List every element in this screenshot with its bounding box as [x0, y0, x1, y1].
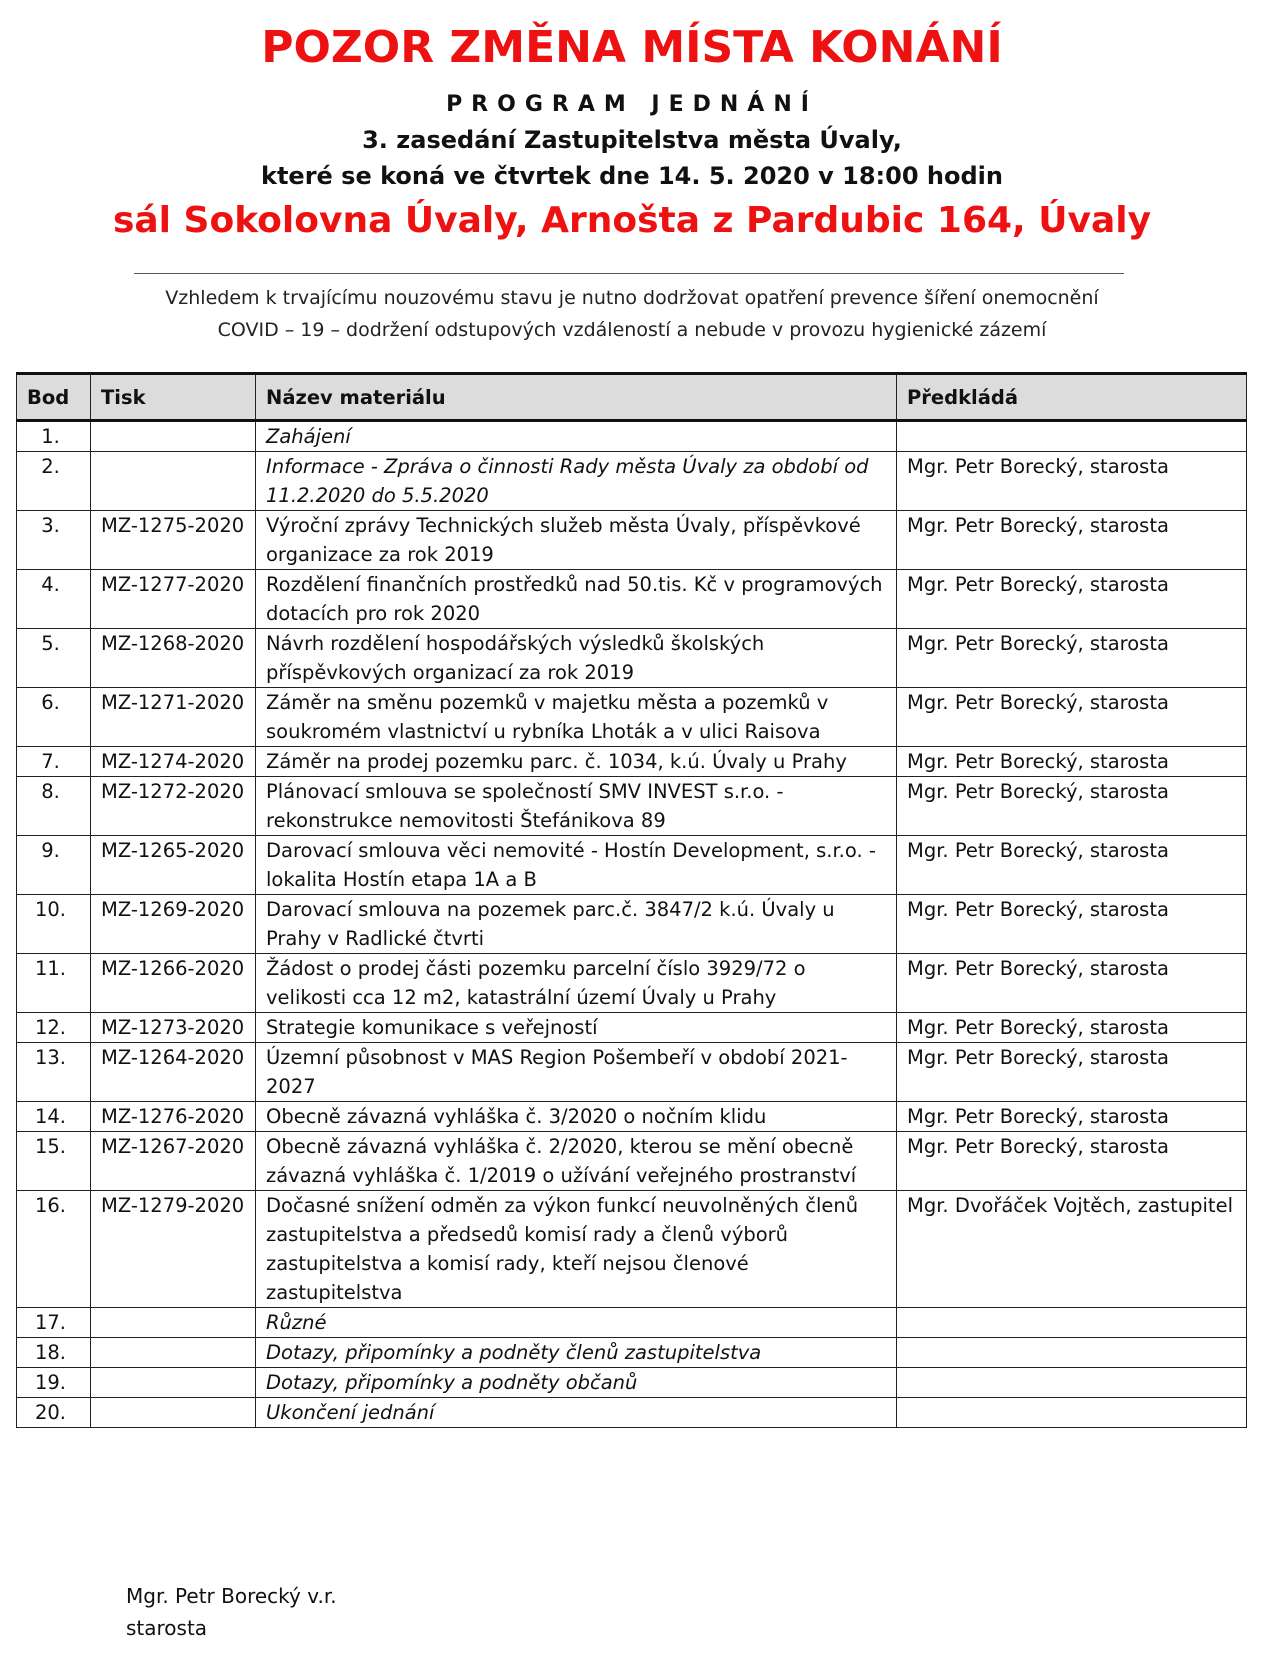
table-row	[17, 452, 1247, 511]
agenda-item-number: 5.	[17, 629, 91, 688]
column-header-nazev: Název materiálu	[256, 374, 897, 421]
table-row	[17, 747, 1247, 777]
agenda-item-number: 3.	[17, 511, 91, 570]
agenda-print-code	[91, 452, 256, 511]
agenda-presenter: Mgr. Petr Borecký, starosta	[897, 954, 1247, 1013]
agenda-print-code: MZ-1276-2020	[91, 1102, 256, 1132]
agenda-body	[17, 421, 1247, 1428]
agenda-material-title: Dotazy, připomínky a podněty občanů	[256, 1368, 897, 1398]
table-row	[17, 777, 1247, 836]
agenda-item-number: 15.	[17, 1132, 91, 1191]
column-header-bod: Bod	[17, 374, 91, 421]
agenda-presenter: Mgr. Petr Borecký, starosta	[897, 570, 1247, 629]
agenda-material-title: Dotazy, připomínky a podněty členů zastupitelstva	[256, 1338, 897, 1368]
table-row	[17, 1368, 1247, 1398]
agenda-print-code: MZ-1275-2020	[91, 511, 256, 570]
agenda-print-code	[91, 1338, 256, 1368]
change-of-venue-warning: POZOR ZMĚNA MÍSTA KONÁNÍ	[261, 22, 1003, 73]
agenda-item-number: 16.	[17, 1191, 91, 1308]
agenda-material-title: Informace - Zpráva o činnosti Rady města Úvaly za období od 11.2.2020 do 5.5.2020	[256, 452, 897, 511]
agenda-presenter	[897, 1368, 1247, 1398]
agenda-item-number: 9.	[17, 836, 91, 895]
agenda-print-code: MZ-1268-2020	[91, 629, 256, 688]
meeting-venue: sál Sokolovna Úvaly, Arnošta z Pardubic 164, Úvaly	[112, 200, 1152, 241]
agenda-presenter	[897, 1308, 1247, 1338]
agenda-print-code	[91, 1368, 256, 1398]
agenda-material-title: Zahájení	[256, 421, 897, 452]
agenda-material-title: Obecně závazná vyhláška č. 2/2020, kterou se mění obecně závazná vyhláška č. 1/2019 o užívání veřejného prostranství	[256, 1132, 897, 1191]
agenda-material-title: Návrh rozdělení hospodářských výsledků školských příspěvkových organizací za rok 2019	[256, 629, 897, 688]
agenda-material-title: Darovací smlouva na pozemek parc.č. 3847/2 k.ú. Úvaly u Prahy v Radlické čtvrti	[256, 895, 897, 954]
agenda-presenter: Mgr. Petr Borecký, starosta	[897, 1013, 1247, 1043]
table-row	[17, 1308, 1247, 1338]
agenda-item-number: 19.	[17, 1368, 91, 1398]
agenda-presenter: Mgr. Dvořáček Vojtěch, zastupitel	[897, 1191, 1247, 1308]
agenda-print-code: MZ-1264-2020	[91, 1043, 256, 1102]
agenda-presenter: Mgr. Petr Borecký, starosta	[897, 688, 1247, 747]
agenda-presenter: Mgr. Petr Borecký, starosta	[897, 452, 1247, 511]
table-row	[17, 511, 1247, 570]
agenda-print-code: MZ-1274-2020	[91, 747, 256, 777]
agenda-item-number: 12.	[17, 1013, 91, 1043]
agenda-presenter: Mgr. Petr Borecký, starosta	[897, 629, 1247, 688]
table-row	[17, 629, 1247, 688]
agenda-item-number: 20.	[17, 1398, 91, 1428]
signature-name: Mgr. Petr Borecký v.r.	[126, 1584, 337, 1608]
agenda-item-number: 6.	[17, 688, 91, 747]
agenda-material-title: Darovací smlouva věci nemovité - Hostín Development, s.r.o. - lokalita Hostín etapa 1A a B	[256, 836, 897, 895]
agenda-print-code: MZ-1272-2020	[91, 777, 256, 836]
agenda-material-title: Žádost o prodej části pozemku parcelní číslo 3929/72 o velikosti cca 12 m2, katastrální území Úvaly u Prahy	[256, 954, 897, 1013]
table-row	[17, 1338, 1247, 1368]
agenda-print-code: MZ-1271-2020	[91, 688, 256, 747]
agenda-header-row	[17, 374, 1247, 421]
agenda-presenter: Mgr. Petr Borecký, starosta	[897, 1132, 1247, 1191]
agenda-material-title: Územní působnost v MAS Region Pošembeří v období 2021-2027	[256, 1043, 897, 1102]
agenda-print-code	[91, 1308, 256, 1338]
table-row	[17, 1398, 1247, 1428]
agenda-print-code: MZ-1269-2020	[91, 895, 256, 954]
agenda-material-title: Plánovací smlouva se společností SMV INVEST s.r.o. - rekonstrukce nemovitosti Štefánikova 89	[256, 777, 897, 836]
agenda-item-number: 18.	[17, 1338, 91, 1368]
agenda-item-number: 14.	[17, 1102, 91, 1132]
agenda-material-title: Různé	[256, 1308, 897, 1338]
column-header-predklada: Předkládá	[897, 374, 1247, 421]
table-row	[17, 1043, 1247, 1102]
agenda-item-number: 10.	[17, 895, 91, 954]
agenda-item-number: 4.	[17, 570, 91, 629]
agenda-presenter: Mgr. Petr Borecký, starosta	[897, 836, 1247, 895]
agenda-item-number: 8.	[17, 777, 91, 836]
column-header-tisk: Tisk	[91, 374, 256, 421]
agenda-print-code: MZ-1273-2020	[91, 1013, 256, 1043]
table-row	[17, 688, 1247, 747]
agenda-material-title: Rozdělení finančních prostředků nad 50.tis. Kč v programových dotacích pro rok 2020	[256, 570, 897, 629]
agenda-print-code	[91, 1398, 256, 1428]
signature-role: starosta	[126, 1616, 208, 1640]
agenda-material-title: Obecně závazná vyhláška č. 3/2020 o nočním klidu	[256, 1102, 897, 1132]
agenda-item-number: 13.	[17, 1043, 91, 1102]
agenda-material-title: Záměr na prodej pozemku parc. č. 1034, k.ú. Úvaly u Prahy	[256, 747, 897, 777]
agenda-presenter	[897, 421, 1247, 452]
table-row	[17, 895, 1247, 954]
covid-notice-line-2: COVID – 19 – dodržení odstupových vzdáleností a nebude v provozu hygienické zázemí	[217, 319, 1047, 341]
agenda-print-code: MZ-1279-2020	[91, 1191, 256, 1308]
agenda-presenter: Mgr. Petr Borecký, starosta	[897, 1102, 1247, 1132]
agenda-print-code: MZ-1266-2020	[91, 954, 256, 1013]
agenda-material-title: Ukončení jednání	[256, 1398, 897, 1428]
table-row	[17, 1191, 1247, 1308]
agenda-print-code: MZ-1267-2020	[91, 1132, 256, 1191]
table-row	[17, 836, 1247, 895]
agenda-material-title: Strategie komunikace s veřejností	[256, 1013, 897, 1043]
covid-notice-line-1: Vzhledem k trvajícímu nouzovému stavu je nutno dodržovat opatření prevence šíření onemocnění	[165, 287, 1099, 309]
agenda-table	[16, 372, 1247, 1428]
agenda-presenter: Mgr. Petr Borecký, starosta	[897, 777, 1247, 836]
table-row	[17, 421, 1247, 452]
table-row	[17, 1102, 1247, 1132]
agenda-print-code: MZ-1265-2020	[91, 836, 256, 895]
meeting-datetime: které se koná ve čtvrtek dne 14. 5. 2020 v 18:00 hodin	[261, 162, 1003, 190]
agenda-print-code: MZ-1277-2020	[91, 570, 256, 629]
agenda-presenter	[897, 1338, 1247, 1368]
agenda-presenter: Mgr. Petr Borecký, starosta	[897, 747, 1247, 777]
agenda-print-code	[91, 421, 256, 452]
agenda-material-title: Dočasné snížení odměn za výkon funkcí neuvolněných členů zastupitelstva a předsedů komisí rady a členů výborů zastupitelstva a komisí rady, kteří nejsou členové zastupitelstva	[256, 1191, 897, 1308]
agenda-item-number: 17.	[17, 1308, 91, 1338]
agenda-material-title: Výroční zprávy Technických služeb města Úvaly, příspěvkové organizace za rok 2019	[256, 511, 897, 570]
agenda-presenter: Mgr. Petr Borecký, starosta	[897, 511, 1247, 570]
table-row	[17, 1132, 1247, 1191]
table-row	[17, 570, 1247, 629]
header-divider	[134, 273, 1124, 274]
covid-notice	[80, 282, 1184, 346]
program-heading: PROGRAM JEDNÁNÍ	[446, 92, 818, 117]
agenda-material-title: Záměr na směnu pozemků v majetku města a pozemků v soukromém vlastnictví u rybníka Lhoták a v ulici Raisova	[256, 688, 897, 747]
agenda-presenter	[897, 1398, 1247, 1428]
meeting-title: 3. zasedání Zastupitelstva města Úvaly,	[362, 126, 902, 154]
table-row	[17, 1013, 1247, 1043]
agenda-presenter: Mgr. Petr Borecký, starosta	[897, 895, 1247, 954]
agenda-item-number: 11.	[17, 954, 91, 1013]
agenda-presenter: Mgr. Petr Borecký, starosta	[897, 1043, 1247, 1102]
signature-block	[126, 1580, 337, 1644]
agenda-item-number: 2.	[17, 452, 91, 511]
agenda-item-number: 1.	[17, 421, 91, 452]
agenda-item-number: 7.	[17, 747, 91, 777]
table-row	[17, 954, 1247, 1013]
